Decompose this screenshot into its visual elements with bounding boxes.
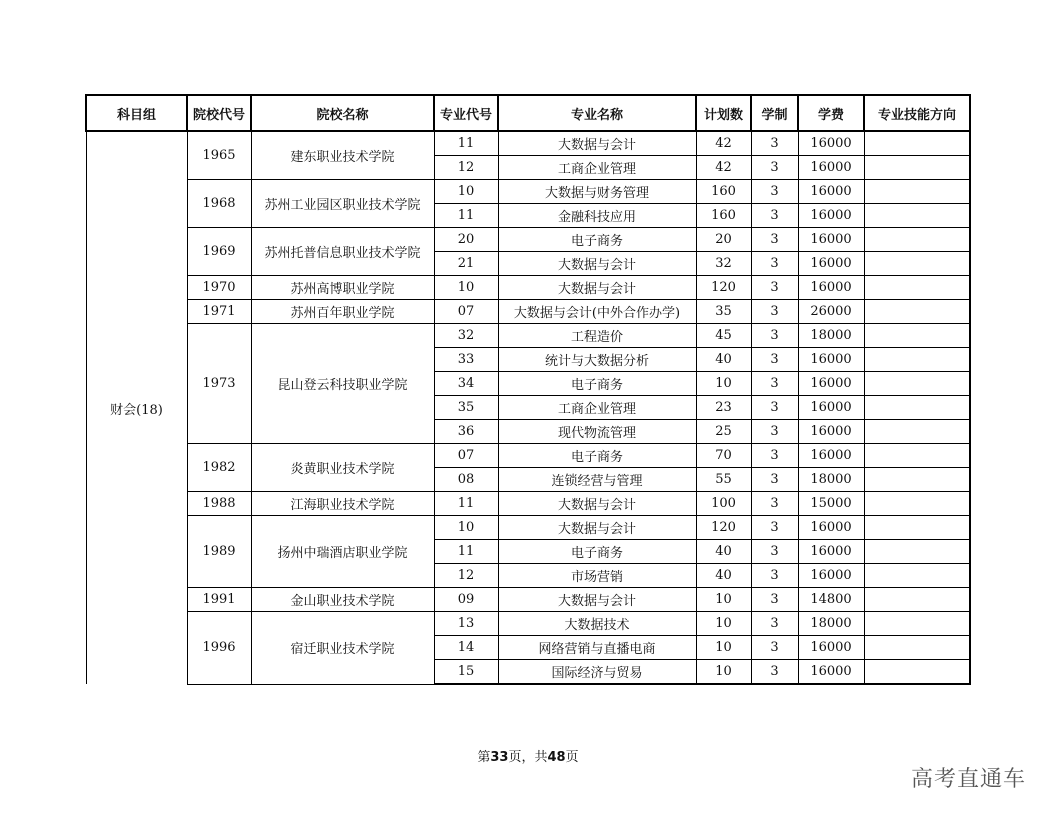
tuition-cell: 16000 — [798, 420, 864, 444]
tuition-cell: 26000 — [798, 300, 864, 324]
major-name-cell: 工程造价 — [498, 324, 696, 348]
tuition-cell: 18000 — [798, 324, 864, 348]
skill-direction-cell — [864, 444, 970, 468]
col-header-major-code: 专业代号 — [434, 95, 498, 131]
plan-count-cell: 160 — [696, 180, 751, 204]
major-name-cell: 电子商务 — [498, 540, 696, 564]
major-code-cell: 34 — [434, 372, 498, 396]
years-cell: 3 — [751, 276, 798, 300]
table-row — [86, 276, 970, 300]
major-name-cell: 统计与大数据分析 — [498, 348, 696, 372]
major-code-cell: 08 — [434, 468, 498, 492]
plan-count-cell: 10 — [696, 588, 751, 612]
skill-direction-cell — [864, 372, 970, 396]
col-header-major-name: 专业名称 — [498, 95, 696, 131]
major-name-cell: 大数据与会计 — [498, 252, 696, 276]
major-name-cell: 大数据与会计 — [498, 588, 696, 612]
major-code-cell: 09 — [434, 588, 498, 612]
major-name-cell: 大数据与会计 — [498, 276, 696, 300]
major-name-cell: 国际经济与贸易 — [498, 660, 696, 685]
footer-suffix: 页 — [565, 750, 579, 765]
years-cell: 3 — [751, 372, 798, 396]
plan-count-cell: 10 — [696, 636, 751, 660]
skill-direction-cell — [864, 612, 970, 636]
skill-direction-cell — [864, 324, 970, 348]
school-name-cell: 苏州托普信息职业技术学院 — [251, 228, 434, 276]
skill-direction-cell — [864, 204, 970, 228]
years-cell: 3 — [751, 444, 798, 468]
school-code-cell: 1970 — [187, 276, 251, 300]
school-name-cell: 昆山登云科技职业学院 — [251, 324, 434, 444]
plan-count-cell: 70 — [696, 444, 751, 468]
skill-direction-cell — [864, 660, 970, 685]
tuition-cell: 14800 — [798, 588, 864, 612]
major-code-cell: 10 — [434, 180, 498, 204]
skill-direction-cell — [864, 516, 970, 540]
tuition-cell: 16000 — [798, 228, 864, 252]
table-row — [86, 228, 970, 252]
major-code-cell: 12 — [434, 564, 498, 588]
table-row — [86, 180, 970, 204]
page-footer — [0, 746, 1056, 765]
table-row — [86, 612, 970, 636]
major-code-cell: 21 — [434, 252, 498, 276]
major-code-cell: 07 — [434, 444, 498, 468]
school-name-cell: 金山职业技术学院 — [251, 588, 434, 612]
years-cell: 3 — [751, 516, 798, 540]
col-header-subject-group: 科目组 — [86, 95, 187, 131]
major-code-cell: 11 — [434, 131, 498, 156]
years-cell: 3 — [751, 492, 798, 516]
tuition-cell: 15000 — [798, 492, 864, 516]
plan-count-cell: 10 — [696, 612, 751, 636]
tuition-cell: 16000 — [798, 516, 864, 540]
plan-count-cell: 100 — [696, 492, 751, 516]
col-header-years: 学制 — [751, 95, 798, 131]
years-cell: 3 — [751, 300, 798, 324]
school-name-cell: 炎黄职业技术学院 — [251, 444, 434, 492]
school-code-cell: 1973 — [187, 324, 251, 444]
school-code-cell: 1996 — [187, 612, 251, 685]
major-code-cell: 12 — [434, 156, 498, 180]
years-cell: 3 — [751, 564, 798, 588]
years-cell: 3 — [751, 180, 798, 204]
tuition-cell: 16000 — [798, 180, 864, 204]
skill-direction-cell — [864, 468, 970, 492]
skill-direction-cell — [864, 300, 970, 324]
tuition-cell: 16000 — [798, 396, 864, 420]
years-cell: 3 — [751, 612, 798, 636]
years-cell: 3 — [751, 348, 798, 372]
tuition-cell: 16000 — [798, 348, 864, 372]
school-code-cell: 1989 — [187, 516, 251, 588]
skill-direction-cell — [864, 156, 970, 180]
years-cell: 3 — [751, 396, 798, 420]
tuition-cell: 16000 — [798, 131, 864, 156]
plan-count-cell: 42 — [696, 156, 751, 180]
major-code-cell: 36 — [434, 420, 498, 444]
plan-count-cell: 120 — [696, 276, 751, 300]
major-name-cell: 电子商务 — [498, 444, 696, 468]
major-name-cell: 连锁经营与管理 — [498, 468, 696, 492]
plan-count-cell: 10 — [696, 372, 751, 396]
major-code-cell: 11 — [434, 492, 498, 516]
admission-plan-table — [85, 94, 971, 685]
school-name-cell: 扬州中瑞酒店职业学院 — [251, 516, 434, 588]
table-row — [86, 588, 970, 612]
skill-direction-cell — [864, 276, 970, 300]
major-name-cell: 大数据与会计 — [498, 492, 696, 516]
plan-count-cell: 10 — [696, 660, 751, 685]
major-name-cell: 大数据与财务管理 — [498, 180, 696, 204]
plan-count-cell: 23 — [696, 396, 751, 420]
school-code-cell: 1968 — [187, 180, 251, 228]
skill-direction-cell — [864, 131, 970, 156]
major-code-cell: 14 — [434, 636, 498, 660]
major-name-cell: 大数据与会计(中外合作办学) — [498, 300, 696, 324]
major-code-cell: 13 — [434, 612, 498, 636]
major-name-cell: 大数据与会计 — [498, 516, 696, 540]
plan-count-cell: 20 — [696, 228, 751, 252]
tuition-cell: 16000 — [798, 444, 864, 468]
years-cell: 3 — [751, 636, 798, 660]
footer-middle: 页，共 — [508, 750, 548, 765]
major-name-cell: 工商企业管理 — [498, 156, 696, 180]
tuition-cell: 18000 — [798, 468, 864, 492]
table-row — [86, 131, 970, 156]
school-name-cell: 苏州工业园区职业技术学院 — [251, 180, 434, 228]
tuition-cell: 16000 — [798, 372, 864, 396]
major-code-cell: 10 — [434, 516, 498, 540]
major-code-cell: 35 — [434, 396, 498, 420]
table-row — [86, 324, 970, 348]
table-row — [86, 516, 970, 540]
years-cell: 3 — [751, 420, 798, 444]
years-cell: 3 — [751, 252, 798, 276]
skill-direction-cell — [864, 540, 970, 564]
school-code-cell: 1988 — [187, 492, 251, 516]
plan-count-cell: 40 — [696, 564, 751, 588]
major-name-cell: 现代物流管理 — [498, 420, 696, 444]
plan-count-cell: 120 — [696, 516, 751, 540]
years-cell: 3 — [751, 660, 798, 685]
skill-direction-cell — [864, 564, 970, 588]
major-code-cell: 07 — [434, 300, 498, 324]
tuition-cell: 16000 — [798, 540, 864, 564]
page-number: 33 — [490, 750, 509, 765]
header-row — [86, 95, 970, 131]
plan-count-cell: 35 — [696, 300, 751, 324]
tuition-cell: 16000 — [798, 564, 864, 588]
school-code-cell: 1969 — [187, 228, 251, 276]
col-header-skill-direction: 专业技能方向 — [864, 95, 970, 131]
years-cell: 3 — [751, 588, 798, 612]
skill-direction-cell — [864, 180, 970, 204]
tuition-cell: 16000 — [798, 276, 864, 300]
col-header-plan-count: 计划数 — [696, 95, 751, 131]
col-header-school-code: 院校代号 — [187, 95, 251, 131]
tuition-cell: 16000 — [798, 660, 864, 685]
footer-prefix: 第 — [477, 750, 491, 765]
major-name-cell: 大数据与会计 — [498, 131, 696, 156]
years-cell: 3 — [751, 131, 798, 156]
major-name-cell: 市场营销 — [498, 564, 696, 588]
watermark-text: 高考直通车 — [910, 767, 1026, 792]
school-name-cell: 苏州百年职业学院 — [251, 300, 434, 324]
col-header-tuition: 学费 — [798, 95, 864, 131]
school-name-cell: 建东职业技术学院 — [251, 131, 434, 180]
tuition-cell: 16000 — [798, 156, 864, 180]
skill-direction-cell — [864, 636, 970, 660]
years-cell: 3 — [751, 468, 798, 492]
table-row — [86, 444, 970, 468]
plan-count-cell: 32 — [696, 252, 751, 276]
major-code-cell: 15 — [434, 660, 498, 685]
plan-count-cell: 42 — [696, 131, 751, 156]
skill-direction-cell — [864, 588, 970, 612]
plan-count-cell: 40 — [696, 348, 751, 372]
major-name-cell: 金融科技应用 — [498, 204, 696, 228]
tuition-cell: 16000 — [798, 252, 864, 276]
table-body — [86, 131, 970, 684]
school-code-cell: 1971 — [187, 300, 251, 324]
page-total: 48 — [547, 750, 566, 765]
plan-count-cell: 160 — [696, 204, 751, 228]
plan-count-cell: 40 — [696, 540, 751, 564]
school-code-cell: 1965 — [187, 131, 251, 180]
major-code-cell: 11 — [434, 540, 498, 564]
table-row — [86, 300, 970, 324]
major-name-cell: 工商企业管理 — [498, 396, 696, 420]
school-name-cell: 江海职业技术学院 — [251, 492, 434, 516]
major-code-cell: 33 — [434, 348, 498, 372]
table-row — [86, 492, 970, 516]
plan-count-cell: 55 — [696, 468, 751, 492]
school-code-cell: 1991 — [187, 588, 251, 612]
tuition-cell: 16000 — [798, 204, 864, 228]
major-name-cell: 电子商务 — [498, 372, 696, 396]
major-code-cell: 20 — [434, 228, 498, 252]
col-header-school-name: 院校名称 — [251, 95, 434, 131]
years-cell: 3 — [751, 204, 798, 228]
skill-direction-cell — [864, 396, 970, 420]
tuition-cell: 16000 — [798, 636, 864, 660]
major-code-cell: 11 — [434, 204, 498, 228]
major-name-cell: 电子商务 — [498, 228, 696, 252]
school-code-cell: 1982 — [187, 444, 251, 492]
skill-direction-cell — [864, 492, 970, 516]
major-code-cell: 10 — [434, 276, 498, 300]
skill-direction-cell — [864, 420, 970, 444]
years-cell: 3 — [751, 156, 798, 180]
subject-group-cell: 财会(18) — [86, 131, 187, 684]
major-name-cell: 网络营销与直播电商 — [498, 636, 696, 660]
plan-count-cell: 25 — [696, 420, 751, 444]
major-code-cell: 32 — [434, 324, 498, 348]
skill-direction-cell — [864, 348, 970, 372]
plan-count-cell: 45 — [696, 324, 751, 348]
school-name-cell: 宿迁职业技术学院 — [251, 612, 434, 685]
tuition-cell: 18000 — [798, 612, 864, 636]
years-cell: 3 — [751, 324, 798, 348]
skill-direction-cell — [864, 252, 970, 276]
years-cell: 3 — [751, 540, 798, 564]
skill-direction-cell — [864, 228, 970, 252]
years-cell: 3 — [751, 228, 798, 252]
major-name-cell: 大数据技术 — [498, 612, 696, 636]
school-name-cell: 苏州高博职业学院 — [251, 276, 434, 300]
